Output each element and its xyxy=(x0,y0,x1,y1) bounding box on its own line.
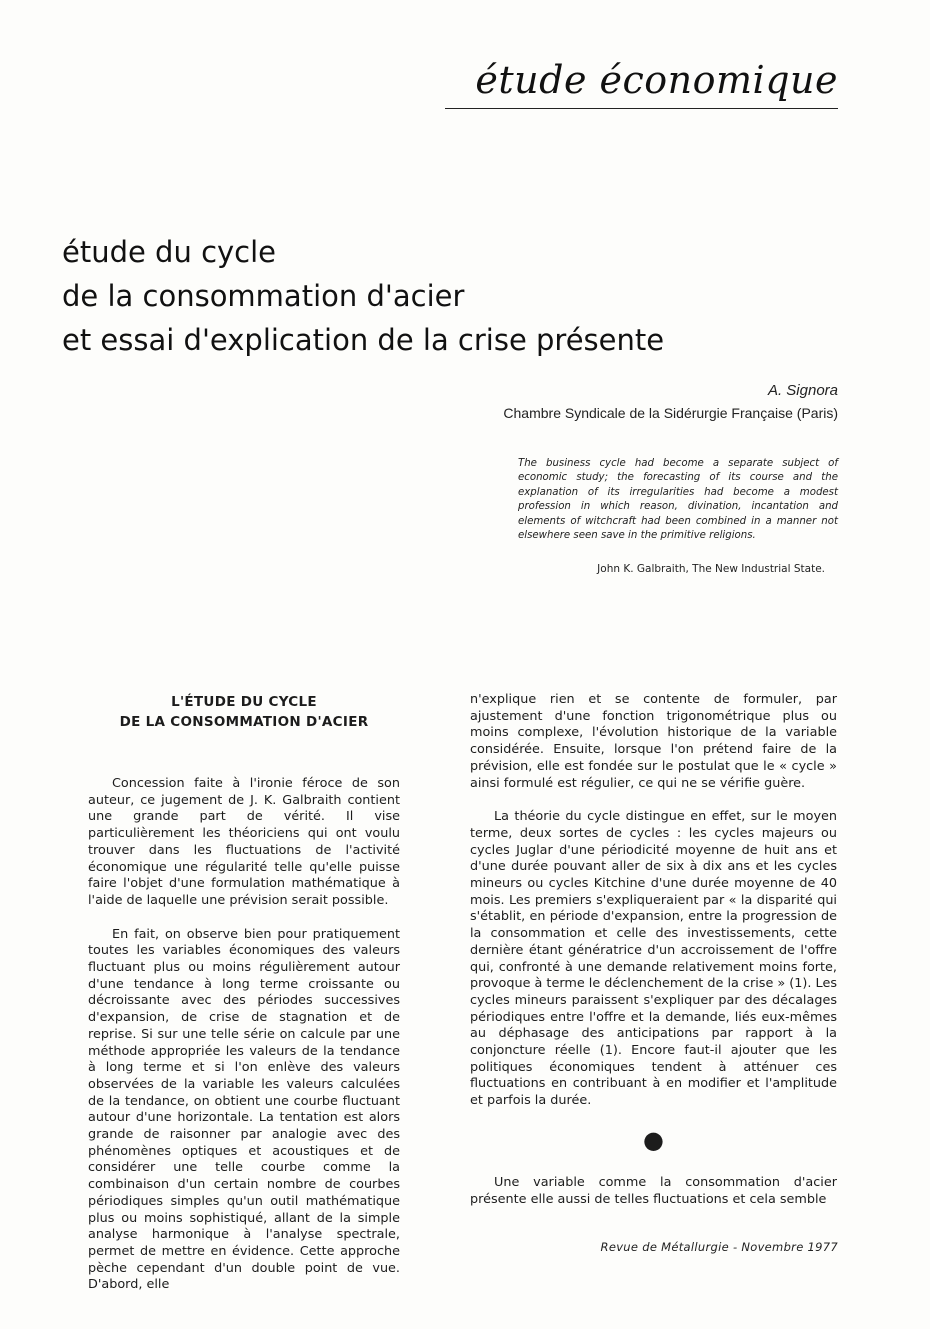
article-title xyxy=(62,230,822,362)
section-heading-line: L'ÉTUDE DU CYCLE xyxy=(171,694,317,710)
title-line: étude du cycle xyxy=(62,235,277,269)
paragraph: n'explique rien et se contente de formuler, par ajustement d'une fonction trigonométrique plus ou moins complexe, l'évolution historique de la variable considérée. Ensuite, lorsque l'on prétend faire de la prévision, elle est fondée sur le postulat que le « cycle » ainsi formulé est régulier, ce qui ne se vérifie guère. xyxy=(470,692,837,791)
right-column xyxy=(470,692,837,1225)
epigraph-quote: The business cycle had become a separate subject of economic study; the forecasting of its course and the explanation of its irregularities had become a modest profession in which reason, divination, incantation and elements of witchcraft had been combined in a manner not elsewhere seen save in the primitive religions. xyxy=(518,458,838,542)
paragraph: Concession faite à l'ironie féroce de son auteur, ce jugement de J. K. Galbraith contient une grande part de vérité. Il vise particulièrement les théoriciens qui ont voulu trouver dans les fluctuations de l'activité économique une régularité telle qu'elle puisse faire l'objet d'une formulation mathématique à l'aide de laquelle une prévision serait possible. xyxy=(88,776,400,908)
section-separator-bullet: ● xyxy=(643,1125,664,1154)
paragraph: La théorie du cycle distingue en effet, sur le moyen terme, deux sortes de cycles : les cycles majeurs ou cycles Juglar d'une périodicité moyenne de huit ans et d'une durée pouvant aller de six à dix ans et les cycles mineurs ou cycles Kitchine d'une durée moyenne de 40 mois. Les premiers s'expliqueraient par « la disparité qui s'établit, en période d'expansion, entre la progression de la consommation et celle des investissements, cette dernière étant génératrice d'un accroissement de l'offre qui, confronté à une demande relativement moins forte, provoque à terme le déclenchement de la crise » (1). Les cycles mineurs paraissent s'expliquer par des décalages périodiques entre l'offre et la demande, liés eux-mêmes au déphasage des anticipations par rapport à la conjoncture réelle (1). Encore faut-il ajouter que les politiques économiques tendent à atténuer ces fluctuations en contribuant à en modifier et l'amplitude et parfois la durée. xyxy=(470,809,837,1109)
section-heading xyxy=(88,692,400,732)
author-affiliation: Chambre Syndicale de la Sidérurgie Française (Paris) xyxy=(503,405,838,421)
section-header: étude économique xyxy=(475,58,838,102)
paragraph: En fait, on observe bien pour pratiquement toutes les variables économiques des valeurs fluctuant plus ou moins régulièrement autour d'une tendance à long terme croissante ou décroissante avec des périodes successives d'expansion, de crise de stagnation et de reprise. Si sur une telle série on calcule par une méthode appropriée les valeurs de la tendance à long terme et si l'on enlève des valeurs observées de la variable les valeurs calculées de la tendance, on obtient une courbe fluctuant autour d'une horizontale. La tentation est alors grande de raisonner par analogie avec des phénomènes optiques et acoustiques et de considérer une telle courbe comme la combinaison d'un certain nombre de courbes périodiques simples qu'un outil mathématique plus ou moins sophistiqué, allant de la simple analyse harmonique à l'analyse spectrale, permet de mettre en évidence. Cette approche pèche cependant d'un double point de vue. D'abord, elle xyxy=(88,926,400,1293)
title-line: de la consommation d'acier xyxy=(62,279,465,313)
paragraph: Une variable comme la consommation d'acier présente elle aussi de telles fluctuations et cela semble xyxy=(470,1174,837,1207)
left-column xyxy=(88,692,400,1311)
journal-footer: Revue de Métallurgie - Novembre 1977 xyxy=(600,1240,838,1254)
epigraph-source: John K. Galbraith, The New Industrial State. xyxy=(597,563,825,575)
author-block xyxy=(503,380,838,424)
header-rule xyxy=(445,108,838,109)
title-line: et essai d'explication de la crise présente xyxy=(62,323,665,357)
section-heading-line: DE LA CONSOMMATION D'ACIER xyxy=(119,714,369,730)
author-name: A. Signora xyxy=(767,382,838,399)
